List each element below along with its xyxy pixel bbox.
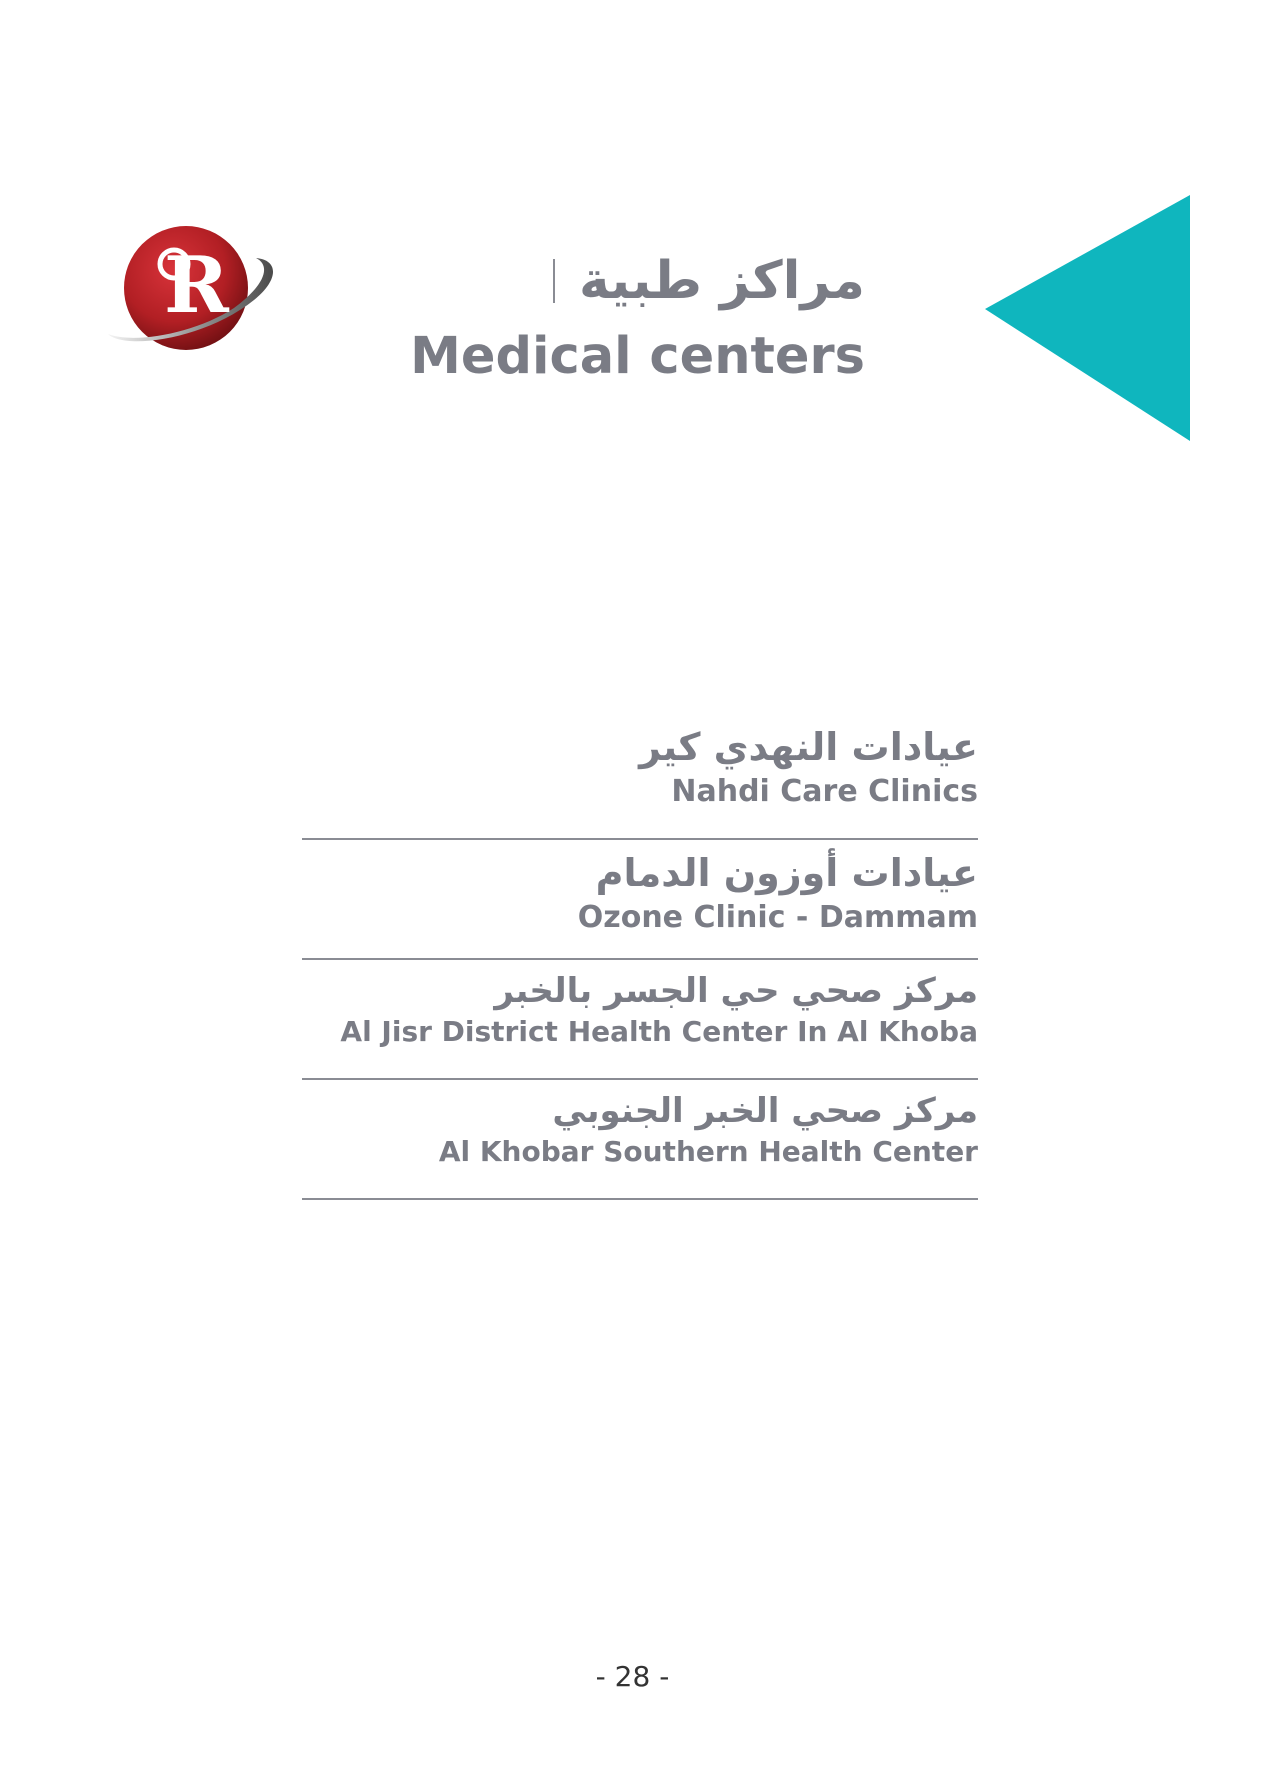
page-number: - 28 - [595, 1660, 670, 1693]
title-ar-row [410, 240, 865, 322]
page-header [410, 240, 865, 387]
center-name-english: Al Khobar Southern Health Center [438, 1134, 978, 1168]
title-english: Medical centers [410, 327, 865, 386]
list-item [302, 840, 978, 960]
list-item [302, 960, 978, 1080]
center-name-english: Ozone Clinic - Dammam [577, 899, 978, 935]
center-name-english: Nahdi Care Clinics [671, 773, 978, 809]
medical-centers-list [302, 712, 978, 1200]
teal-triangle-icon [985, 195, 1190, 441]
title-arabic: مراكز طبية [578, 251, 865, 311]
list-item [302, 1080, 978, 1200]
center-name-arabic: مركز صحي الخبر الجنوبي [552, 1091, 978, 1131]
list-item [302, 712, 978, 840]
center-name-english: Al Jisr District Health Center In Al Khoba [340, 1014, 978, 1048]
svg-text:R: R [164, 240, 229, 331]
center-name-arabic: مركز صحي حي الجسر بالخبر [494, 971, 978, 1011]
center-name-arabic: عيادات النهدي كير [639, 725, 978, 769]
title-separator [553, 259, 555, 303]
center-name-arabic: عيادات أوزون الدمام [595, 851, 978, 895]
company-logo [104, 222, 279, 362]
